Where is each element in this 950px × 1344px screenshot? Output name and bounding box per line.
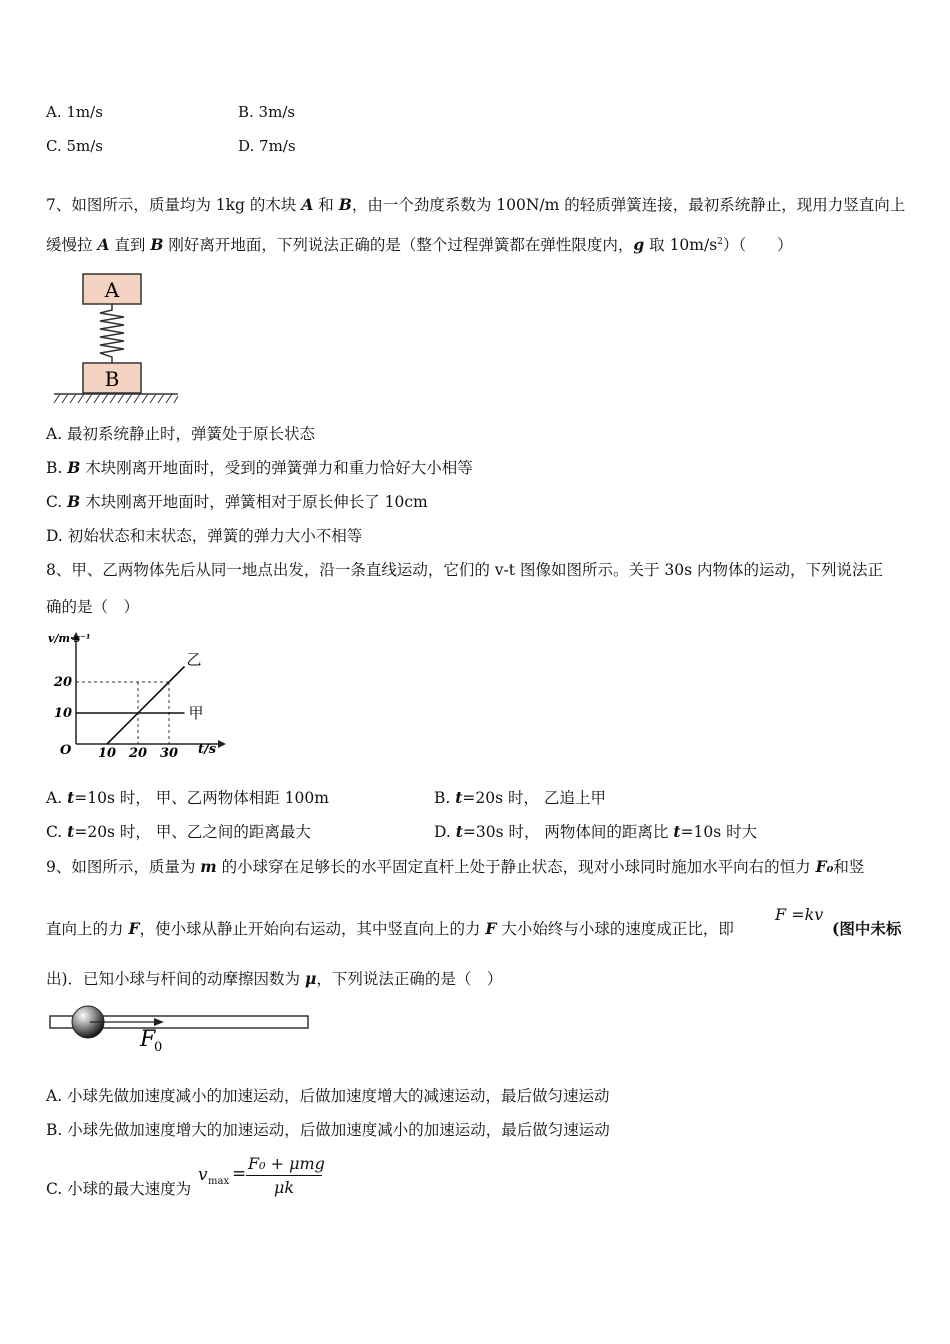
q8-stem-line2: 确的是（ ）: [46, 598, 140, 616]
q9-stem-line3: 出)．已知小球与杆间的动摩擦因数为 μ，下列说法正确的是（ ）: [46, 969, 503, 988]
vmax-numerator: F₀ + μmg: [248, 1154, 325, 1173]
q6-option-d: D. 7m/s: [238, 137, 296, 155]
series-line-2: [107, 667, 185, 745]
x-axis-arrow: [218, 740, 226, 748]
y-tick-label: 10: [53, 706, 72, 721]
x-tick-label: 20: [128, 746, 148, 761]
y-tick-label: 20: [53, 675, 72, 690]
q8-option-a: A. t=10s 时， 甲、乙两物体相距 100m: [46, 788, 329, 807]
vmax-denominator: μk: [274, 1178, 295, 1197]
block-a-label: A: [104, 278, 120, 302]
force-label-subscript: 0: [154, 1040, 163, 1055]
series-label-2: 乙: [186, 650, 202, 669]
q9-stem-line1: 9、如图所示，质量为 m 的小球穿在足够长的水平固定直杆上处于静止状态，现对小球同时施加水平向右的恒力 F₀和竖: [46, 857, 865, 876]
spring: [100, 304, 124, 363]
q8-option-b: B. t=20s 时， 乙追上甲: [434, 788, 606, 807]
q9-stem-line2: 直向上的力 F，使小球从静止开始向右运动，其中竖直向上的力 F 大小始终与小球的速度成正比，即: [46, 919, 734, 938]
spring-blocks-figure: [46, 270, 186, 410]
y-axis-label: v/m·s⁻¹: [48, 632, 91, 645]
ground-hatching: [54, 394, 178, 403]
q8-option-d: D. t=30s 时， 两物体间的距离比 t=10s 时大: [434, 822, 758, 841]
vmax-formula: v max = F₀ + μmg μk: [198, 1154, 325, 1197]
q8-option-c: C. t=20s 时， 甲、乙之间的距离最大: [46, 822, 311, 841]
q7-option-a: A. 最初系统静止时，弹簧处于原长状态: [46, 425, 316, 443]
q7-option-c: C. B 木块刚离开地面时，弹簧相对于原长伸长了 10cm: [46, 492, 428, 511]
q6-option-a: A. 1m/s: [46, 103, 103, 121]
q6-option-c: C. 5m/s: [46, 137, 103, 155]
q9-option-c: C. 小球的最大速度为: [46, 1180, 192, 1198]
q9-stem-line2-end: (图中未标: [832, 919, 902, 938]
q9-formula-f-kv: F =kv: [775, 905, 824, 924]
q9-option-b: B. 小球先做加速度增大的加速运动，后做加速度减小的加速运动，最后做匀速运动: [46, 1121, 610, 1139]
origin-label: O: [60, 743, 72, 758]
q7-option-d: D. 初始状态和末状态，弹簧的弹力大小不相等: [46, 527, 363, 545]
fraction-bar: [246, 1175, 322, 1176]
x-tick-label: 30: [159, 746, 179, 761]
force-label: F: [140, 1027, 156, 1052]
q9-option-a: A. 小球先做加速度减小的加速运动，后做加速度增大的减速运动，最后做匀速运动: [46, 1087, 610, 1105]
q7-option-b: B. B 木块刚离开地面时，受到的弹簧弹力和重力恰好大小相等: [46, 458, 473, 477]
series-label-1: 甲: [188, 704, 204, 722]
x-tick-label: 10: [97, 746, 117, 761]
q6-option-b: B. 3m/s: [238, 103, 296, 121]
block-b-label: B: [104, 367, 120, 391]
q8-stem-line1: 8、甲、乙两物体先后从同一地点出发，沿一条直线运动，它们的 v-t 图像如图所示。关于 30s 内物体的运动，下列说法正: [46, 561, 883, 579]
vt-graph: [46, 626, 236, 761]
q7-stem-line1: 7、如图所示，质量均为 1kg 的木块 A 和 B，由一个劲度系数为 100N/m 的轻质弹簧连接，最初系统静止，现用力竖直向上: [46, 195, 906, 214]
q7-stem-line2: 缓慢拉 A 直到 B 刚好离开地面，下列说法正确的是（整个过程弹簧都在弹性限度内，g 取 $10m/s^2$）（ ）: [46, 235, 793, 255]
ball-rod-figure: [46, 1002, 316, 1057]
x-axis-label: t/s: [198, 742, 217, 757]
